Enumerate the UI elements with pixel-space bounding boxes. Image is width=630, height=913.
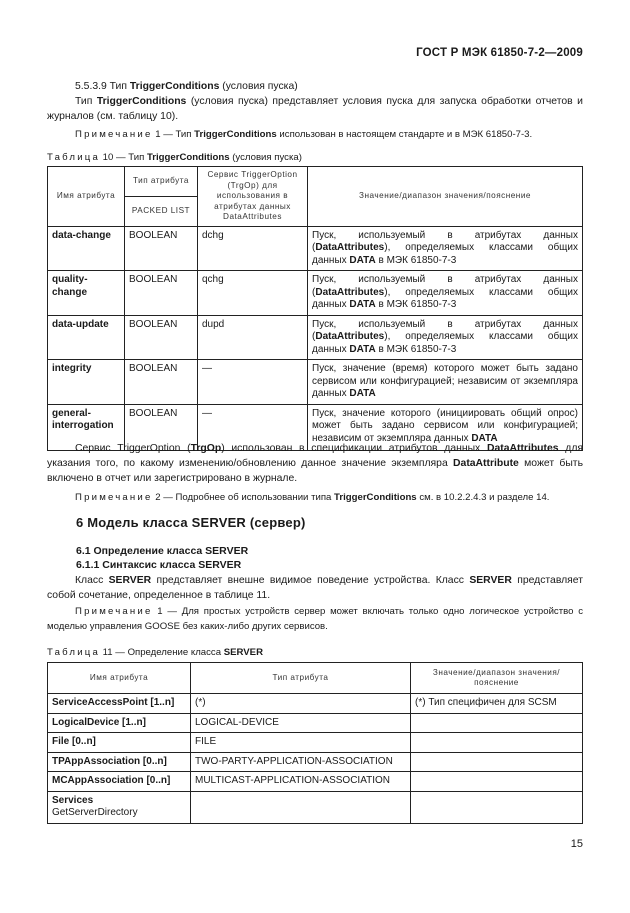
note-server (47, 604, 583, 634)
table-row (48, 772, 583, 792)
table-11-caption (47, 647, 263, 658)
table-10 (47, 166, 583, 451)
attribute-type (191, 791, 411, 823)
note-term: TriggerConditions (334, 492, 417, 503)
attribute-type: BOOLEAN (125, 404, 198, 450)
paragraph-text: Тип (75, 96, 97, 107)
heading-text: 5.5.3.9 Тип (75, 81, 130, 92)
attribute-type: MULTICAST-APPLICATION-ASSOCIATION (191, 772, 411, 792)
column-header-value: Значение/диапазон значения/пояснение (411, 663, 583, 694)
column-header-type: Тип атрибута (125, 167, 198, 197)
caption-text: (условия пуска) (229, 152, 302, 163)
paragraph-text: (условия пуска) представляет условия пуска для запуска обработки отчетов и журналов (см. таблицу 10). (47, 96, 583, 122)
caption-label: Таблица (47, 152, 101, 163)
attribute-name: MCAppAssociation [0..n] (52, 775, 171, 786)
column-header-type: Тип атрибута (191, 663, 411, 694)
note-text: 1 — Тип (152, 129, 195, 140)
note-label: Примечание (75, 492, 153, 503)
attribute-description: Пуск, используемый в атрибутах данных (DataAttributes), определяемых классами общих данных DATA в МЭК 61850-7-3 (308, 271, 583, 316)
column-header-packed: PACKED LIST (125, 196, 198, 226)
table-11 (47, 662, 583, 824)
trigger-option: qchg (198, 271, 308, 316)
attribute-description: Пуск, используемый в атрибутах данных (DataAttributes), определяемых классами общих данных DATA в МЭК 61850-7-3 (308, 315, 583, 360)
attribute-type: BOOLEAN (125, 271, 198, 316)
paragraph-term: TriggerConditions (96, 96, 187, 107)
attribute-type: FILE (191, 733, 411, 753)
attribute-name: data-change (52, 229, 111, 241)
column-header-name: Имя атрибута (48, 167, 125, 227)
table-row (48, 315, 583, 360)
table-row (48, 791, 583, 823)
section-6-1-heading: 6.1 Определение класса SERVER (76, 545, 249, 557)
attribute-name: quality-change (52, 274, 88, 298)
attribute-name: general-interrogation (52, 407, 114, 431)
table-row (48, 713, 583, 733)
column-header-value: Значение/диапазон значения/пояснение (308, 167, 583, 227)
document-header: ГОСТ Р МЭК 61850-7-2—2009 (416, 47, 583, 59)
note-text: 2 — Подробнее об использовании типа (152, 492, 335, 503)
attribute-value (411, 772, 583, 792)
section-6-title: 6 Модель класса SERVER (сервер) (76, 515, 306, 530)
table-row (48, 226, 583, 271)
attribute-value (411, 752, 583, 772)
caption-label: Таблица (47, 647, 101, 658)
trigger-option: — (198, 404, 308, 450)
attribute-name: File [0..n] (52, 736, 96, 747)
paragraph-trigger-option: Сервис TriggerOption (TrgOp) использован в спецификации атрибутов данных DataAttributes для указания того, по какому изменению/обновлению данное значение экземпляра DataAttribute может быть включено в отчет или зарегистрировано в журнале. (47, 443, 584, 484)
trigger-option: — (198, 360, 308, 405)
attribute-type: BOOLEAN (125, 315, 198, 360)
table-10-caption (47, 152, 302, 163)
column-header-service: Сервис TriggerOption (TrgOp) для использования в атрибутах данных DataAttributes (198, 167, 308, 227)
services-label: Services (52, 794, 94, 806)
note-term: TriggerConditions (194, 129, 277, 140)
caption-text: 10 — Тип (100, 152, 147, 163)
note-label: Примечание (75, 129, 153, 140)
caption-text: 11 — Определение класса (100, 647, 224, 658)
table-row (48, 360, 583, 405)
attribute-description: Пуск, используемый в атрибутах данных (DataAttributes), определяемых классами общих данных DATA в МЭК 61850-7-3 (308, 226, 583, 271)
note-text: использован в настоящем стандарте и в МЭК 61850-7-3. (276, 129, 533, 140)
attribute-name: data-update (52, 318, 109, 330)
attribute-type: BOOLEAN (125, 226, 198, 271)
trigger-option: dupd (198, 315, 308, 360)
table-row (48, 271, 583, 316)
table-row (48, 752, 583, 772)
column-header-name: Имя атрибута (48, 663, 191, 694)
caption-term: SERVER (223, 647, 264, 658)
attribute-name: integrity (52, 363, 92, 374)
note-2 (47, 490, 583, 505)
attribute-description: Пуск, значение (время) которого может быть задано сервисом или конфигурацией; независим от экземпляра данных DATA (308, 360, 583, 405)
section-heading-5-5-3-9 (47, 79, 583, 94)
attribute-name: TPAppAssociation [0..n] (52, 755, 167, 767)
attribute-value (411, 733, 583, 753)
attribute-value: (*) Тип специфичен для SCSM (411, 694, 583, 714)
caption-term: TriggerConditions (146, 152, 230, 163)
attribute-name: LogicalDevice [1..n] (52, 716, 146, 728)
table-row (48, 694, 583, 714)
paragraph-trigger-conditions (47, 94, 583, 124)
section-6-1-1-heading: 6.1.1 Синтаксис класса SERVER (76, 559, 242, 571)
trigger-option: dchg (198, 226, 308, 271)
note-text: см. в 10.2.2.4.3 и разделе 14. (416, 492, 550, 503)
attribute-name: ServiceAccessPoint [1..n] (52, 697, 175, 708)
note-1 (47, 127, 583, 142)
attribute-type: TWO-PARTY-APPLICATION-ASSOCIATION (191, 752, 411, 772)
paragraph-server-class: Класс SERVER представляет внешне видимое поведение устройства. Класс SERVER представляет собой сочетание, определенное в таблице 11. (47, 575, 583, 601)
note-label: Примечание (75, 606, 153, 617)
attribute-description: Пуск, значение которого (инициировать общий опрос) может быть задано сервисом или конфигурацией; независим от экземпляра данных DATA (308, 404, 583, 450)
attribute-type: BOOLEAN (125, 360, 198, 405)
attribute-type: LOGICAL-DEVICE (191, 713, 411, 733)
note-text: 1 — Для простых устройств сервер может включать только одно логическое устройство с моделью управления GOOSE без каких-либо других сервисов. (47, 606, 583, 632)
table-row (48, 733, 583, 753)
attribute-type: (*) (191, 694, 411, 714)
attribute-value (411, 791, 583, 823)
service-item: GetServerDirectory (52, 807, 138, 818)
heading-text: (условия пуска) (219, 81, 298, 92)
page-number: 15 (570, 838, 583, 850)
attribute-value (411, 713, 583, 733)
heading-term: TriggerConditions (129, 81, 220, 92)
